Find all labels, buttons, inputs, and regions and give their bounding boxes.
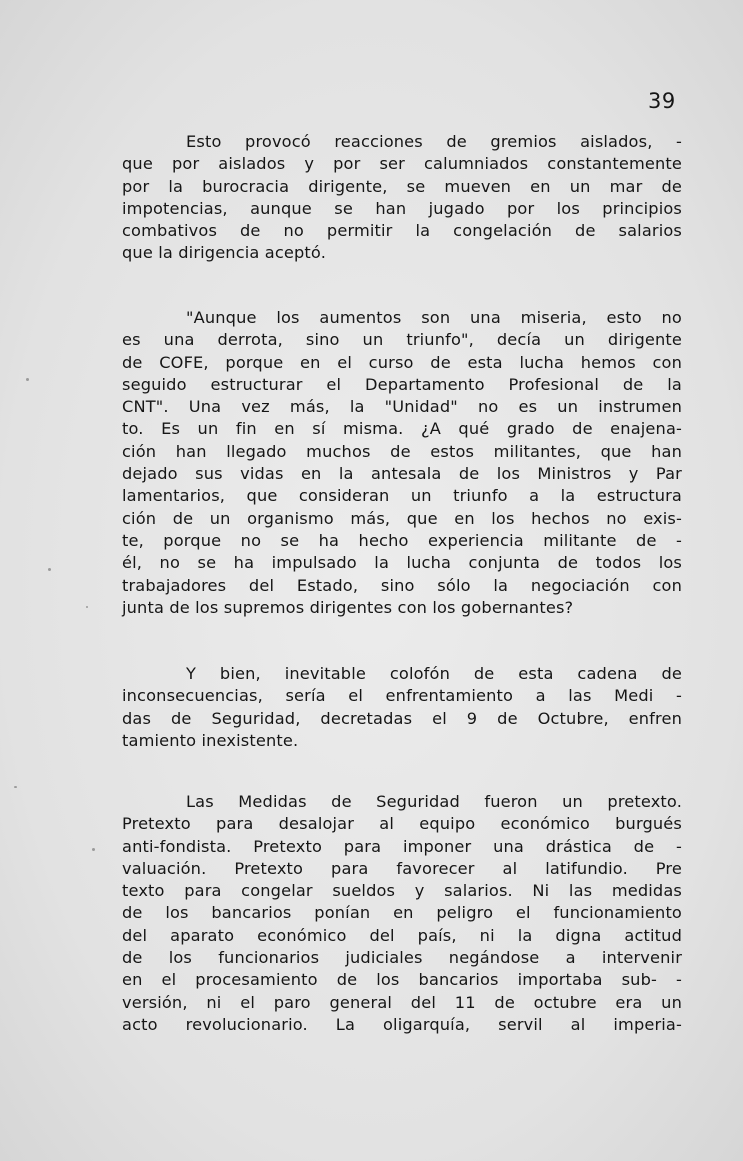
scan-speck — [86, 606, 88, 608]
text-line: dejado sus vidas en la antesala de los Ministros y Par — [122, 464, 682, 484]
text-line: por la burocracia dirigente, se mueven en un mar de — [122, 176, 682, 196]
text-line: del aparato económico del país, ni la digna actitud — [122, 925, 682, 945]
text-line: que la dirigencia aceptó. — [122, 243, 326, 263]
scan-speck — [26, 378, 29, 381]
text-line: te, porque no se ha hecho experiencia militante de - — [122, 530, 682, 550]
text-line: anti-fondista. Pretexto para imponer una drástica de - — [122, 836, 682, 856]
text-line: de COFE, porque en el curso de esta lucha hemos con — [122, 352, 682, 372]
text-line: Pretexto para desalojar al equipo económico burgués — [122, 814, 682, 834]
text-line: de los funcionarios judiciales negándose a intervenir — [122, 948, 682, 968]
paragraph-2 — [122, 307, 682, 619]
paragraph-4 — [122, 791, 682, 1036]
text-line: él, no se ha impulsado la lucha conjunta de todos los — [122, 553, 682, 573]
scan-speck — [14, 786, 17, 788]
text-line: texto para congelar sueldos y salarios. Ni las medidas — [122, 881, 682, 901]
text-line: trabajadores del Estado, sino sólo la negociación con — [122, 575, 682, 595]
text-line: es una derrota, sino un triunfo", decía un dirigente — [122, 330, 682, 350]
text-line: CNT". Una vez más, la "Unidad" no es un instrumen — [122, 397, 682, 417]
scan-speck — [92, 848, 95, 851]
text-line: "Aunque los aumentos son una miseria, esto no — [186, 308, 682, 327]
text-line: lamentarios, que consideran un triunfo a la estructura — [122, 486, 682, 506]
text-line: impotencias, aunque se han jugado por los principios — [122, 198, 682, 218]
text-line: to. Es un fin en sí misma. ¿A qué grado de enajena- — [122, 419, 682, 439]
text-line: combativos de no permitir la congelación de salarios — [122, 221, 682, 241]
text-line: das de Seguridad, decretadas el 9 de Octubre, enfren — [122, 708, 682, 728]
text-line: acto revolucionario. La oligarquía, servil al imperia- — [122, 1014, 682, 1034]
page-number: 39 — [648, 89, 676, 113]
text-line: Esto provocó reacciones de gremios aislados, - — [186, 132, 682, 151]
text-line: Y bien, inevitable colofón de esta cadena de — [186, 664, 682, 683]
text-line: en el procesamiento de los bancarios importaba sub- - — [122, 970, 682, 990]
text-line: junta de los supremos dirigentes con los gobernantes? — [122, 597, 574, 617]
scan-speck — [48, 568, 51, 571]
text-line: versión, ni el paro general del 11 de octubre era un — [122, 992, 682, 1012]
text-line: de los bancarios ponían en peligro el funcionamiento — [122, 903, 682, 923]
text-line: seguido estructurar el Departamento Profesional de la — [122, 374, 682, 394]
text-line: Las Medidas de Seguridad fueron un pretexto. — [186, 792, 682, 811]
text-line: que por aislados y por ser calumniados constantemente — [122, 154, 682, 174]
text-line: valuación. Pretexto para favorecer al latifundio. Pre — [122, 858, 682, 878]
paragraph-3 — [122, 663, 682, 752]
paragraph-1 — [122, 131, 682, 265]
text-line: inconsecuencias, sería el enfrentamiento a las Medi - — [122, 686, 682, 706]
text-line: tamiento inexistente. — [122, 730, 299, 750]
text-line: ción de un organismo más, que en los hechos no exis- — [122, 508, 682, 528]
text-line: ción han llegado muchos de estos militantes, que han — [122, 441, 682, 461]
